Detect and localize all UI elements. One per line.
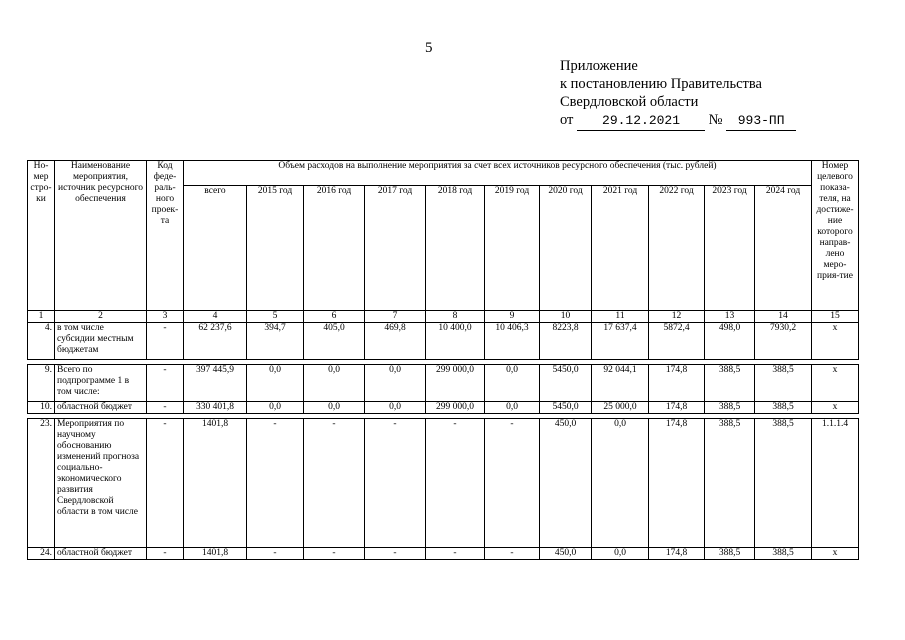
row-name-cell: областной бюджет: [55, 548, 147, 560]
column-number: 4: [184, 311, 247, 323]
column-number: 1: [28, 311, 55, 323]
table-cell: 498,0: [705, 323, 755, 360]
table-cell: 1401,8: [184, 419, 247, 548]
table-cell: 10 400,0: [426, 323, 485, 360]
row-name-cell: областной бюджет: [55, 402, 147, 414]
table-cell: 469,8: [365, 323, 426, 360]
table-cell: -: [147, 365, 184, 402]
table-cell: 330 401,8: [184, 402, 247, 414]
table-cell: -: [147, 548, 184, 560]
table-cell: -: [485, 548, 540, 560]
table-cell: 388,5: [755, 402, 812, 414]
table-cell: 397 445,9: [184, 365, 247, 402]
table-cell: -: [426, 419, 485, 548]
table-cell: 5450,0: [540, 402, 592, 414]
table-cell: 0,0: [592, 419, 649, 548]
table-cell: 174,8: [649, 402, 705, 414]
table-cell: 299 000,0: [426, 365, 485, 402]
header-year: 2017 год: [365, 186, 426, 311]
table-cell: -: [304, 548, 365, 560]
table-cell: 388,5: [705, 548, 755, 560]
table-cell: 388,5: [705, 419, 755, 548]
header-federal-code: Код феде-раль-ного проек-та: [147, 161, 184, 311]
header-expenses-span: Объем расходов на выполнение мероприятия за счет всех источников ресурсного обеспечения (тыс. рублей): [184, 161, 812, 186]
header-year: всего: [184, 186, 247, 311]
table-cell: -: [304, 419, 365, 548]
header-year: 2016 год: [304, 186, 365, 311]
table-cell: -: [365, 548, 426, 560]
appendix-line-3: Свердловской области: [560, 94, 699, 110]
table-cell: 10 406,3: [485, 323, 540, 360]
column-number: 11: [592, 311, 649, 323]
table-cell: -: [426, 548, 485, 560]
table-cell: 394,7: [247, 323, 304, 360]
table-cell: 1.1.1.4: [812, 419, 859, 548]
column-number: 6: [304, 311, 365, 323]
table-cell: 17 637,4: [592, 323, 649, 360]
table-cell: 24.: [28, 548, 55, 560]
column-number: 8: [426, 311, 485, 323]
table-cell: 5450,0: [540, 365, 592, 402]
table-cell: -: [365, 419, 426, 548]
header-year: 2020 год: [540, 186, 592, 311]
header-row-number: Но-мер стро-ки: [28, 161, 55, 311]
table-cell: 0,0: [304, 402, 365, 414]
table-cell: 7930,2: [755, 323, 812, 360]
appendix-line-2: к постановлению Правительства: [560, 76, 762, 92]
column-number: 14: [755, 311, 812, 323]
expenditure-table: [27, 160, 859, 560]
column-number: 2: [55, 311, 147, 323]
header-year: 2023 год: [705, 186, 755, 311]
table-cell: -: [247, 548, 304, 560]
header-year: 2021 год: [592, 186, 649, 311]
table-cell: 25 000,0: [592, 402, 649, 414]
table-cell: 0,0: [304, 365, 365, 402]
column-number: 9: [485, 311, 540, 323]
table-cell: 4.: [28, 323, 55, 360]
table-cell: 0,0: [247, 365, 304, 402]
header-year: 2018 год: [426, 186, 485, 311]
table-row: [28, 419, 859, 548]
table-row: [28, 323, 859, 360]
row-name-cell: Мероприятия по научному обоснованию изменений прогноза социально-экономического развития Свердловской области в том числе: [55, 419, 147, 548]
table-cell: 0,0: [485, 365, 540, 402]
column-number: 3: [147, 311, 184, 323]
table-cell: 0,0: [365, 402, 426, 414]
page-number: 5: [425, 40, 433, 56]
table-cell: 450,0: [540, 419, 592, 548]
table-cell: x: [812, 323, 859, 360]
row-name-cell: Всего по подпрограмме 1 в том числе:: [55, 365, 147, 402]
table-cell: 10.: [28, 402, 55, 414]
table-cell: 388,5: [755, 419, 812, 548]
table-row: [28, 402, 859, 414]
table-cell: 388,5: [755, 548, 812, 560]
date-prefix: от: [560, 112, 574, 128]
column-number: 15: [812, 311, 859, 323]
table-cell: 0,0: [592, 548, 649, 560]
table-cell: 5872,4: [649, 323, 705, 360]
table-cell: x: [812, 365, 859, 402]
appendix-date-line: [560, 111, 796, 131]
table-cell: -: [247, 419, 304, 548]
table-cell: -: [147, 323, 184, 360]
table-cell: 174,8: [649, 419, 705, 548]
header-year: 2024 год: [755, 186, 812, 311]
table-cell: 8223,8: [540, 323, 592, 360]
column-number: 10: [540, 311, 592, 323]
table-cell: 388,5: [705, 402, 755, 414]
table-cell: 405,0: [304, 323, 365, 360]
appendix-title: Приложение: [560, 58, 638, 74]
table-cell: 62 237,6: [184, 323, 247, 360]
table-cell: 299 000,0: [426, 402, 485, 414]
header-target-indicator: Номер целевого показа-теля, на достиже-ние которого направ-лено меро-прия-тие: [812, 161, 859, 311]
table-cell: 450,0: [540, 548, 592, 560]
table-cell: 174,8: [649, 548, 705, 560]
table-cell: -: [485, 419, 540, 548]
table-row: [28, 365, 859, 402]
column-number: 5: [247, 311, 304, 323]
header-year: 2022 год: [649, 186, 705, 311]
header-name: Наименование мероприятия, источник ресурсного обеспечения: [55, 161, 147, 311]
row-name-cell: в том числе субсидии местным бюджетам: [55, 323, 147, 360]
number-prefix: №: [708, 112, 723, 128]
table-cell: 1401,8: [184, 548, 247, 560]
table-cell: 388,5: [755, 365, 812, 402]
table-cell: 92 044,1: [592, 365, 649, 402]
table-cell: 23.: [28, 419, 55, 548]
table-cell: -: [147, 419, 184, 548]
table-row: [28, 548, 859, 560]
table-cell: 388,5: [705, 365, 755, 402]
resolution-number: 993-ПП: [726, 112, 796, 131]
column-number: 7: [365, 311, 426, 323]
table-cell: x: [812, 402, 859, 414]
table-cell: 174,8: [649, 365, 705, 402]
header-year: 2015 год: [247, 186, 304, 311]
table-cell: x: [812, 548, 859, 560]
table-cell: -: [147, 402, 184, 414]
header-year: 2019 год: [485, 186, 540, 311]
table-cell: 0,0: [247, 402, 304, 414]
appendix-block: [560, 57, 796, 131]
resolution-date: 29.12.2021: [577, 112, 705, 131]
table-cell: 9.: [28, 365, 55, 402]
column-number: 13: [705, 311, 755, 323]
column-number: 12: [649, 311, 705, 323]
table-cell: 0,0: [365, 365, 426, 402]
table-cell: 0,0: [485, 402, 540, 414]
